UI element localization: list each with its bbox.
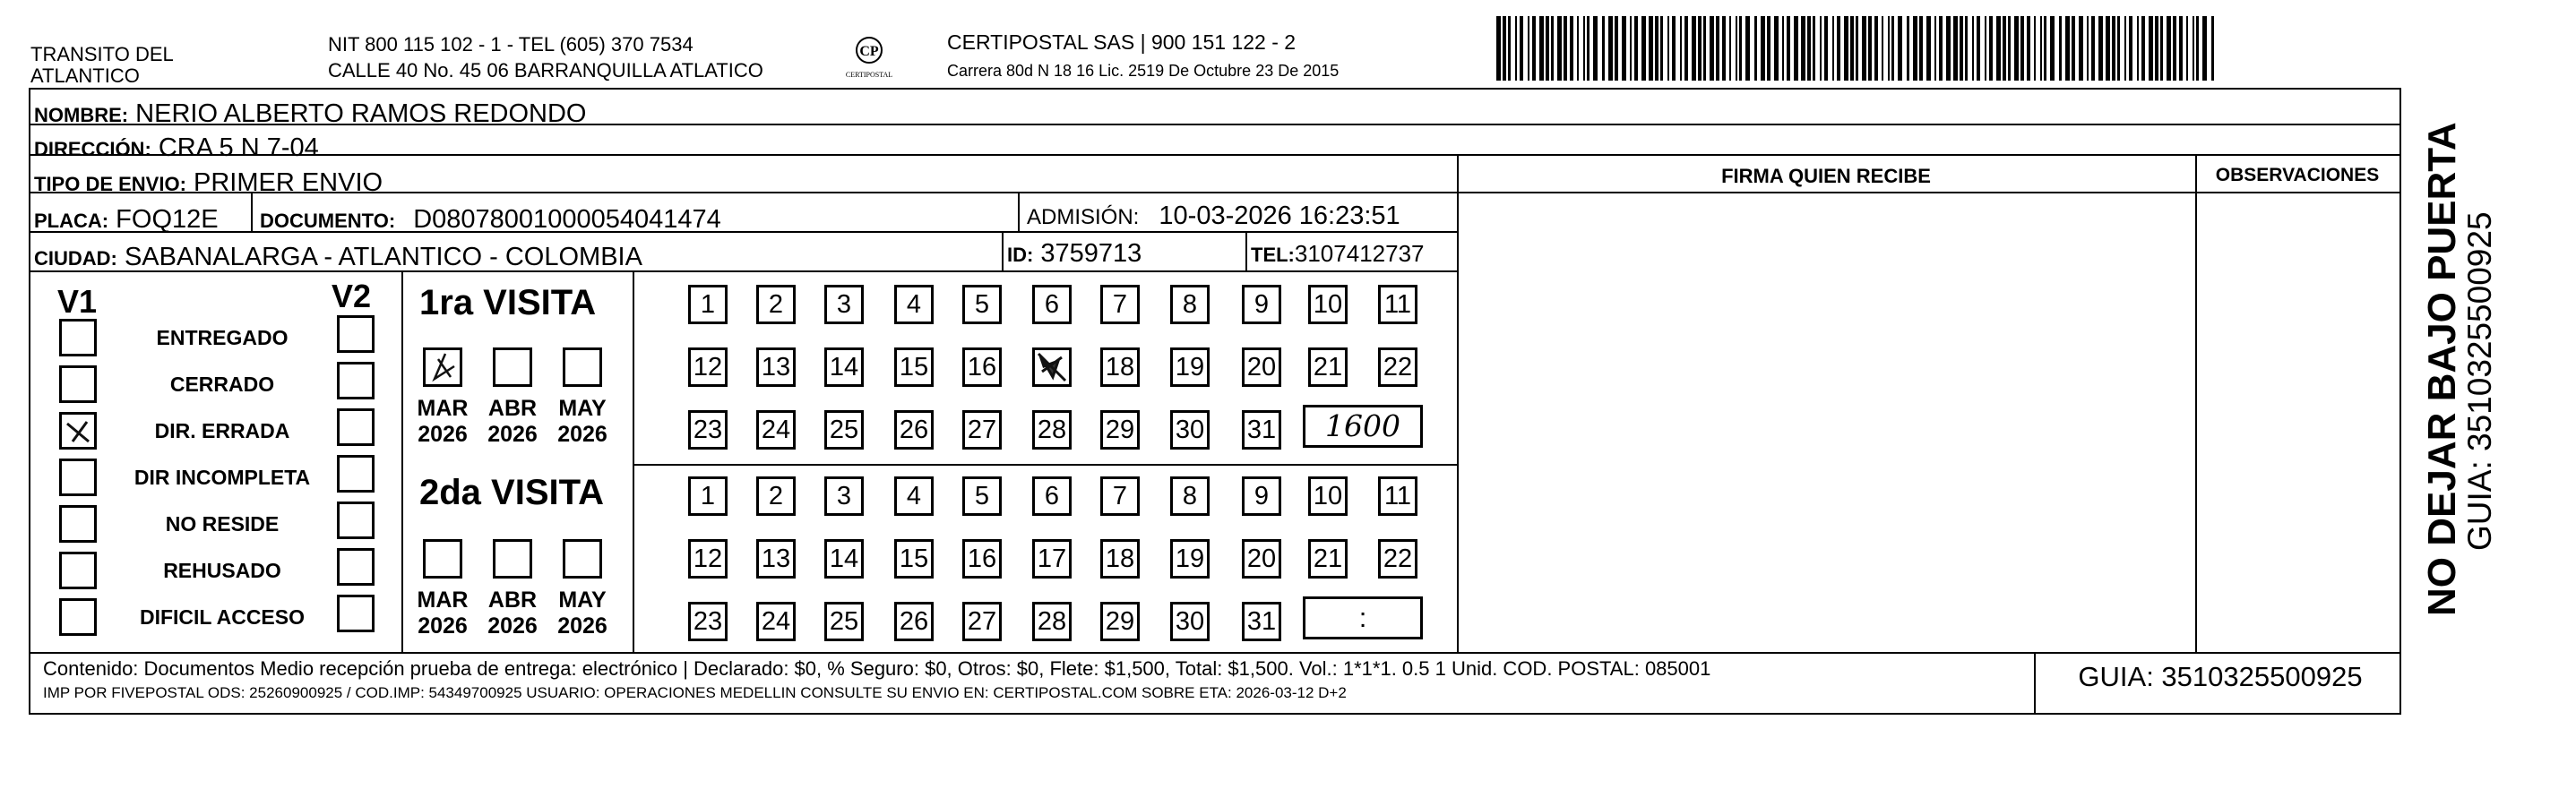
status-option-label: CERRADO [169,373,275,396]
barcode-bar [1856,16,1858,81]
barcode-bar [2098,16,2103,81]
barcode-bar [1926,16,1931,81]
visit1-day-1[interactable]: 1 [688,285,728,324]
barcode-bar [2112,16,2115,81]
side-guia: GUIA: 3510325500925 [2461,211,2498,551]
visit1-month-checkbox-abr[interactable] [493,347,532,387]
id-row [1007,238,1142,270]
barcode-bar [1934,16,1936,81]
barcode-bar [1539,16,1544,81]
first-visit-title: 1ra VISITA [419,283,597,322]
barcode-bar [1587,16,1590,81]
barcode-bar [1508,16,1511,81]
admision-value: 10-03-2026 16:23:51 [1159,202,1400,230]
v2-checkbox-5[interactable] [337,502,375,539]
placa-label: PLACA: [34,210,109,232]
visit2-month-label: MAR 2026 [417,587,469,639]
visit2-day-14[interactable]: 14 [824,539,864,579]
barcode-bar [1634,16,1638,81]
barcode-bar [1528,16,1529,81]
visit2-day-2[interactable]: 2 [756,476,796,516]
barcode-bar [1532,16,1536,81]
barcode-bar [1977,16,1980,81]
placa-row [34,204,219,236]
barcode-bar [1692,16,1696,81]
barcode-bar [1739,16,1742,81]
nombre-label: NOMBRE: [34,104,129,126]
barcode-bar [1722,16,1726,81]
visit1-month-checkbox-mar[interactable] [423,347,462,387]
visit1-day-28[interactable]: 28 [1032,410,1072,450]
visit1-day-12[interactable]: 12 [688,347,728,387]
barcode-bar [2040,16,2042,81]
v1-label: V1 [57,283,98,320]
visit1-day-10[interactable]: 10 [1308,285,1348,324]
barcode-bar [1515,16,1517,81]
side-vertical-text [2410,79,2509,616]
footer-print-line: IMP POR FIVEPOSTAL ODS: 25260900925 / COD.IMP: 54349700925 USUARIO: OPERACIONES MEDELLIN CONSULTE SU ENVIO EN: CERTIPOSTAL.COM SOBRE ETA: 2026-03-12 D+2 [43,684,1347,701]
barcode-bar [2141,16,2145,81]
visit2-day-22[interactable]: 22 [1378,539,1417,579]
barcode-bar [1698,16,1702,81]
visit2-day-8[interactable]: 8 [1170,476,1210,516]
visit1-month-label: MAY 2026 [557,396,607,447]
visit2-day-21[interactable]: 21 [1308,539,1348,579]
visit1-day-17[interactable] [1032,347,1072,387]
footer-content-line: Contenido: Documentos Medio recepción prueba de entrega: electrónico | Declarado: $0, % Seguro: $0, Otros: $0, Flete: $1,500, Total: $1,500. Vol.: 1*1*1. 0.5 1 Unid. COD. POSTAL: 085001 [43,657,1711,680]
barcode-bar [1939,16,1943,81]
v1-checkbox-2[interactable] [59,365,97,403]
barcode-bar [1832,16,1834,81]
documento-label: DOCUMENTO: [260,210,396,232]
barcode-bar [1807,16,1811,81]
barcode-bar [1801,16,1805,81]
barcode-bar [1898,16,1902,81]
v1-checkbox-6[interactable] [59,552,97,589]
barcode-bar [2059,16,2062,81]
barcode-bar [1919,16,1923,81]
visit2-day-12[interactable]: 12 [688,539,728,579]
visit1-day-15[interactable]: 15 [894,347,934,387]
barcode-bar [1782,16,1784,81]
barcode-bar [2008,16,2011,81]
visit2-day-15[interactable]: 15 [894,539,934,579]
barcode-bar [2087,16,2089,81]
v2-checkbox-7[interactable] [337,595,375,632]
barcode-bar [1630,16,1632,81]
id-value: 3759713 [1040,239,1142,268]
visit1-day-14[interactable]: 14 [824,347,864,387]
visit2-month-checkbox-abr[interactable] [493,539,532,579]
barcode-bar [2124,16,2126,81]
visit2-day-3[interactable]: 3 [824,476,864,516]
barcode-bar [1761,16,1765,81]
barcode-bar [2167,16,2171,81]
barcode-bar [1888,16,1890,81]
barcode-bar [1667,16,1669,81]
barcode-bar [1891,16,1894,81]
tipo-envio-row [34,167,383,200]
visit2-day-18[interactable]: 18 [1100,539,1140,579]
license-line: Carrera 80d N 18 16 Lic. 2519 De Octubre 23 De 2015 [947,62,1340,80]
status-option-label: REHUSADO [163,559,281,582]
direccion-row [34,133,319,165]
barcode-bar [2027,16,2030,81]
ciudad-value: SABANALARGA - ATLANTICO - COLOMBIA [124,243,642,271]
barcode-bar [1672,16,1676,81]
v1-checkbox-7[interactable] [59,598,97,636]
visit2-day-16[interactable]: 16 [962,539,1002,579]
barcode-bar [1557,16,1562,81]
barcode [1496,16,2222,81]
visit1-day-5[interactable]: 5 [962,285,1002,324]
barcode-bar [2186,16,2188,81]
nit-line: NIT 800 115 102 - 1 - TEL (605) 370 7534 [328,33,694,56]
barcode-bar [2065,16,2070,81]
visit1-day-16[interactable]: 16 [962,347,1002,387]
visit1-day-11[interactable]: 11 [1378,285,1417,324]
barcode-bar [2129,16,2132,81]
visit2-day-29[interactable]: 29 [1100,602,1140,641]
visit2-month-label: MAY 2026 [557,587,607,639]
tipo-envio-value: PRIMER ENVIO [193,168,383,197]
visit2-day-28[interactable]: 28 [1032,602,1072,641]
logo-text: CERTIPOSTAL [845,71,893,79]
barcode-bar [1736,16,1737,81]
barcode-bar [1913,16,1917,81]
barcode-bar [2179,16,2183,81]
courier-line: CERTIPOSTAL SAS | 900 151 122 - 2 [947,30,1297,54]
barcode-bar [1985,16,1986,81]
barcode-bar [2149,16,2153,81]
v1-checkbox-1[interactable] [59,319,97,356]
barcode-bar [2202,16,2207,81]
barcode-bar [1710,16,1714,81]
barcode-bar [2117,16,2120,81]
barcode-bar [2020,16,2024,81]
tel-label: TEL: [1251,244,1295,266]
barcode-bar [1496,16,1501,81]
barcode-bar [2034,16,2036,81]
visit1-day-7[interactable]: 7 [1100,285,1140,324]
visit2-day-25[interactable]: 25 [824,602,864,641]
status-option-label: ENTREGADO [156,326,289,349]
visit1-day-4[interactable]: 4 [894,285,934,324]
status-option-label: DIFICIL ACCESO [139,605,305,629]
barcode-bar [1684,16,1688,81]
visit1-day-30[interactable]: 30 [1170,410,1210,450]
visit2-day-5[interactable]: 5 [962,476,1002,516]
barcode-bar [1551,16,1554,81]
barcode-bar [2106,16,2110,81]
barcode-bar [1996,16,2001,81]
visit2-day-9[interactable]: 9 [1242,476,1281,516]
visit1-day-31[interactable]: 31 [1242,410,1281,450]
barcode-bar [2196,16,2199,81]
barcode-bar [1503,16,1506,81]
barcode-bar [2173,16,2176,81]
visit2-day-27[interactable]: 27 [962,602,1002,641]
visit1-day-9[interactable]: 9 [1242,285,1281,324]
observaciones-header: OBSERVACIONES [2215,165,2380,185]
barcode-bar [1767,16,1770,81]
visit1-day-19[interactable]: 19 [1170,347,1210,387]
visit1-month-label: MAR 2026 [417,396,469,447]
barcode-bar [2003,16,2006,81]
second-visit-title: 2da VISITA [419,473,604,512]
barcode-bar [1703,16,1706,81]
visit1-day-20[interactable]: 20 [1242,347,1281,387]
barcode-bar [1882,16,1883,81]
visit1-day-3[interactable]: 3 [824,285,864,324]
visit2-day-7[interactable]: 7 [1100,476,1140,516]
barcode-bar [1850,16,1854,81]
visit1-day-24[interactable]: 24 [756,410,796,450]
barcode-bar [1960,16,1963,81]
barcode-bar [1787,16,1790,81]
barcode-bar [1622,16,1626,81]
v2-checkbox-4[interactable] [337,455,375,493]
visit2-day-11[interactable]: 11 [1378,476,1417,516]
nombre-value: NERIO ALBERTO RAMOS REDONDO [135,99,587,128]
address-line: CALLE 40 No. 45 06 BARRANQUILLA ATLATICO [328,59,763,81]
barcode-bar [1570,16,1573,81]
tipo-envio-label: TIPO DE ENVIO: [34,173,186,195]
barcode-bar [1615,16,1618,81]
barcode-bar [1564,16,1567,81]
visit1-day-26[interactable]: 26 [894,410,934,450]
barcode-bar [1813,16,1815,81]
v1-checkbox-4[interactable] [59,459,97,496]
visit2-day-13[interactable]: 13 [756,539,796,579]
barcode-bar [1546,16,1549,81]
v2-checkbox-3[interactable] [337,408,375,446]
visit2-month-checkbox-may[interactable] [563,539,602,579]
admision-row [1027,201,1400,233]
barcode-bar [1716,16,1719,81]
direccion-value: CRA 5 N 7-04 [158,133,319,162]
barcode-bar [1837,16,1840,81]
certipostal-logo [833,34,905,82]
documento-value: D08078001000054041474 [413,205,721,234]
visit1-time-box[interactable]: 1600 [1303,405,1423,448]
v1-checkbox-3[interactable] [59,412,97,450]
barcode-bar [1774,16,1779,81]
visit2-day-30[interactable]: 30 [1170,602,1210,641]
visit1-day-23[interactable]: 23 [688,410,728,450]
barcode-bar [1972,16,1974,81]
visit2-time-box[interactable]: : [1303,596,1423,639]
visit1-day-13[interactable]: 13 [756,347,796,387]
v2-checkbox-2[interactable] [337,362,375,399]
visit1-day-18[interactable]: 18 [1100,347,1140,387]
firma-header: FIRMA QUIEN RECIBE [1721,165,1931,187]
visit2-day-17[interactable]: 17 [1032,539,1072,579]
visit1-month-checkbox-may[interactable] [563,347,602,387]
ciudad-row [34,242,642,274]
visit1-day-21[interactable]: 21 [1308,347,1348,387]
barcode-bar [2193,16,2194,81]
barcode-bar [1794,16,1798,81]
company-name-line1: TRANSITO DEL [30,43,174,65]
visit1-day-29[interactable]: 29 [1100,410,1140,450]
barcode-bar [1745,16,1750,81]
direccion-label: DIRECCIÓN: [34,138,151,160]
visit2-day-20[interactable]: 20 [1242,539,1281,579]
barcode-bar [1680,16,1682,81]
barcode-bar [1824,16,1828,81]
visit1-day-27[interactable]: 27 [962,410,1002,450]
barcode-bar [2072,16,2075,81]
footer-guia: GUIA: 3510325500925 [2078,661,2363,692]
barcode-bar [2211,16,2214,81]
company-name-line2: ATLANTICO [30,64,140,87]
barcode-bar [1520,16,1523,81]
visit1-day-6[interactable]: 6 [1032,285,1072,324]
barcode-bar [1577,16,1579,81]
v2-checkbox-1[interactable] [337,315,375,353]
tel-value: 3107412737 [1294,240,1425,267]
barcode-bar [1583,16,1585,81]
visit1-day-8[interactable]: 8 [1170,285,1210,324]
v2-label: V2 [332,278,372,314]
barcode-bar [2155,16,2158,81]
barcode-bar [2137,16,2139,81]
visit2-day-31[interactable]: 31 [1242,602,1281,641]
barcode-bar [1641,16,1646,81]
id-label: ID: [1007,244,1034,266]
visit2-day-6[interactable]: 6 [1032,476,1072,516]
barcode-bar [1649,16,1653,81]
barcode-bar [1946,16,1951,81]
barcode-bar [2050,16,2055,81]
visit2-day-24[interactable]: 24 [756,602,796,641]
barcode-bar [1602,16,1605,81]
visit2-day-23[interactable]: 23 [688,602,728,641]
barcode-bar [2044,16,2046,81]
placa-value: FOQ12E [116,205,219,234]
tel-row [1251,238,1425,270]
barcode-bar [1862,16,1866,81]
no-dejar-bajo-puerta: NO DEJAR BAJO PUERTA [2420,122,2464,616]
status-option-label: DIR INCOMPLETA [134,466,311,489]
visit2-day-10[interactable]: 10 [1308,476,1348,516]
barcode-bar [1729,16,1731,81]
nombre-row [34,99,586,131]
visit2-day-19[interactable]: 19 [1170,539,1210,579]
visit2-month-label: ABR 2026 [487,587,538,639]
barcode-bar [1965,16,1968,81]
visit1-day-22[interactable]: 22 [1378,347,1417,387]
visit2-day-4[interactable]: 4 [894,476,934,516]
visit2-month-checkbox-mar[interactable] [423,539,462,579]
visit1-day-2[interactable]: 2 [756,285,796,324]
barcode-bar [1953,16,1958,81]
documento-row [260,204,721,236]
ciudad-label: CIUDAD: [34,247,117,270]
barcode-bar [1989,16,1993,81]
visit2-day-1[interactable]: 1 [688,476,728,516]
barcode-bar [1820,16,1822,81]
status-option-label: DIR. ERRADA [154,419,290,442]
barcode-bar [1844,16,1848,81]
barcode-bar [1593,16,1598,81]
barcode-bar [1660,16,1663,81]
status-option-label: NO RESIDE [165,512,280,536]
barcode-bar [1608,16,1613,81]
visit2-day-26[interactable]: 26 [894,602,934,641]
v1-checkbox-5[interactable] [59,505,97,543]
v2-checkbox-6[interactable] [337,548,375,586]
barcode-bar [2160,16,2163,81]
admision-label: ADMISIÓN: [1027,205,1140,229]
barcode-bar [2014,16,2019,81]
barcode-bar [2091,16,2095,81]
visit1-month-label: ABR 2026 [487,396,538,447]
barcode-bar [2079,16,2083,81]
barcode-bar [1754,16,1757,81]
barcode-bar [1907,16,1909,81]
visit1-day-25[interactable]: 25 [824,410,864,450]
svg-text:CP: CP [859,44,879,59]
barcode-bar [1655,16,1658,81]
barcode-bar [1868,16,1872,81]
barcode-bar [1874,16,1878,81]
